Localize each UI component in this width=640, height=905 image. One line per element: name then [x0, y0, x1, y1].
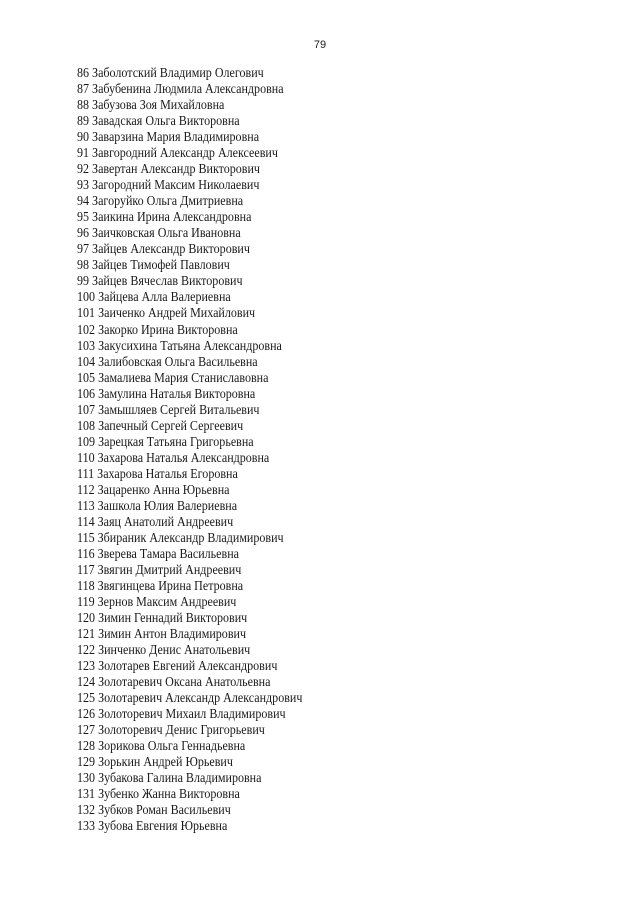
list-item-text: 106 Замулина Наталья Викторовна: [77, 386, 256, 402]
list-item-text: 98 Зайцев Тимофей Павлович: [77, 258, 230, 274]
list-item: [77, 371, 339, 387]
list-item-text: 127 Золоторевич Денис Григорьевич: [77, 723, 265, 739]
list-item: [77, 675, 339, 691]
list-item: [77, 274, 339, 290]
list-item-text: 91 Завгородний Александр Алексеевич: [77, 146, 278, 162]
list-item-text: 114 Заяц Анатолий Андреевич: [77, 514, 234, 530]
list-item: [77, 403, 339, 419]
list-item-text: 132 Зубков Роман Васильевич: [77, 803, 231, 819]
list-item: [77, 355, 339, 371]
list-item: [77, 194, 339, 210]
list-item: [77, 306, 339, 322]
list-item-text: 94 Загоруйко Ольга Дмитриевна: [77, 194, 244, 210]
list-item: [77, 114, 339, 130]
list-item: [77, 563, 339, 579]
list-item: [77, 579, 339, 595]
list-item: [77, 130, 339, 146]
list-item: [77, 419, 339, 435]
list-item: [77, 387, 339, 403]
list-item: [77, 258, 339, 274]
list-item: [77, 226, 339, 242]
list-item: [77, 819, 339, 835]
list-item: [77, 66, 339, 82]
list-item: [77, 659, 339, 675]
list-item-text: 108 Запечный Сергей Сергеевич: [77, 418, 244, 434]
list-item: [77, 723, 339, 739]
list-item-text: 92 Завертан Александр Викторович: [77, 162, 261, 178]
list-item-text: 130 Зубакова Галина Владимировна: [77, 771, 262, 787]
list-item-text: 128 Зорикова Ольга Геннадьевна: [77, 739, 246, 755]
list-item: [77, 627, 339, 643]
list-item-text: 109 Зарецкая Татьяна Григорьевна: [77, 434, 254, 450]
list-item-text: 105 Замалиева Мария Станиславовна: [77, 370, 269, 386]
list-item: [77, 691, 339, 707]
list-item-text: 113 Зашкола Юлия Валериевна: [77, 498, 238, 514]
list-item-text: 103 Закусихина Татьяна Александровна: [77, 338, 282, 354]
list-item: [77, 755, 339, 771]
list-item: [77, 499, 339, 515]
list-item: [77, 483, 339, 499]
list-item-text: 90 Заварзина Мария Владимировна: [77, 130, 260, 146]
list-item-text: 86 Заболотский Владимир Олегович: [77, 66, 264, 81]
list-item: [77, 547, 339, 563]
list-item: [77, 803, 339, 819]
list-item-text: 117 Звягин Дмитрий Андреевич: [77, 562, 242, 578]
list-item-text: 133 Зубова Евгения Юрьевна: [77, 819, 228, 835]
list-item-text: 123 Золотарев Евгений Александрович: [77, 659, 278, 675]
list-item: [77, 771, 339, 787]
list-item-text: 112 Зацаренко Анна Юрьевна: [77, 482, 230, 498]
list-item-text: 101 Заиченко Андрей Михайлович: [77, 306, 256, 322]
list-item-text: 118 Звягинцева Ирина Петровна: [77, 579, 244, 594]
list-item-text: 125 Золотаревич Александр Александрович: [77, 691, 303, 707]
list-item: [77, 595, 339, 611]
name-list: [77, 66, 339, 836]
list-item: [77, 643, 339, 659]
list-item-text: 96 Заичковская Ольга Ивановна: [77, 226, 241, 242]
list-item-text: 102 Закорко Ирина Викторовна: [77, 322, 238, 338]
list-item-text: 122 Зинченко Денис Анатольевич: [77, 643, 251, 659]
list-item: [77, 467, 339, 483]
list-item: [77, 435, 339, 451]
list-item-text: 87 Забубенина Людмила Александровна: [77, 82, 284, 98]
list-item-text: 95 Заикина Ирина Александровна: [77, 210, 252, 226]
list-item: [77, 739, 339, 755]
list-item-text: 97 Зайцев Александр Викторович: [77, 242, 250, 258]
list-item: [77, 339, 339, 355]
list-item-text: 119 Зернов Максим Андреевич: [77, 595, 237, 611]
list-item-text: 104 Залибовская Ольга Васильевна: [77, 354, 258, 370]
list-item: [77, 451, 339, 467]
list-item-text: 126 Золоторевич Михаил Владимирович: [77, 707, 286, 723]
list-item: [77, 98, 339, 114]
list-item: [77, 146, 339, 162]
list-item: [77, 210, 339, 226]
list-item-text: 93 Загородний Максим Николаевич: [77, 178, 260, 194]
list-item-text: 88 Забузова Зоя Михайловна: [77, 98, 225, 114]
list-item-text: 115 Збираник Александр Владимирович: [77, 530, 284, 546]
list-item-text: 131 Зубенко Жанна Викторовна: [77, 787, 240, 803]
list-item-text: 110 Захарова Наталья Александровна: [77, 450, 270, 466]
list-item-text: 116 Зверева Тамара Васильевна: [77, 546, 239, 562]
list-item: [77, 82, 339, 98]
list-item: [77, 787, 339, 803]
list-item-text: 107 Замышляев Сергей Витальевич: [77, 402, 260, 418]
list-item-text: 100 Зайцева Алла Валериевна: [77, 290, 231, 306]
list-item-text: 129 Зорькин Андрей Юрьевич: [77, 755, 233, 771]
list-item-text: 111 Захарова Наталья Егоровна: [77, 466, 238, 482]
list-item-text: 89 Завадская Ольга Викторовна: [77, 114, 240, 130]
list-item: [77, 242, 339, 258]
list-item-text: 124 Золотаревич Оксана Анатольевна: [77, 675, 271, 691]
list-item-text: 99 Зайцев Вячеслав Викторович: [77, 274, 243, 290]
list-item: [77, 162, 339, 178]
list-item: [77, 290, 339, 306]
list-item: [77, 323, 339, 339]
list-item-text: 120 Зимин Геннадий Викторович: [77, 611, 248, 627]
list-item: [77, 515, 339, 531]
list-item: [77, 611, 339, 627]
list-item: [77, 178, 339, 194]
page-number: 79: [313, 39, 327, 51]
list-item: [77, 707, 339, 723]
list-item: [77, 531, 339, 547]
list-item-text: 121 Зимин Антон Владимирович: [77, 627, 247, 643]
